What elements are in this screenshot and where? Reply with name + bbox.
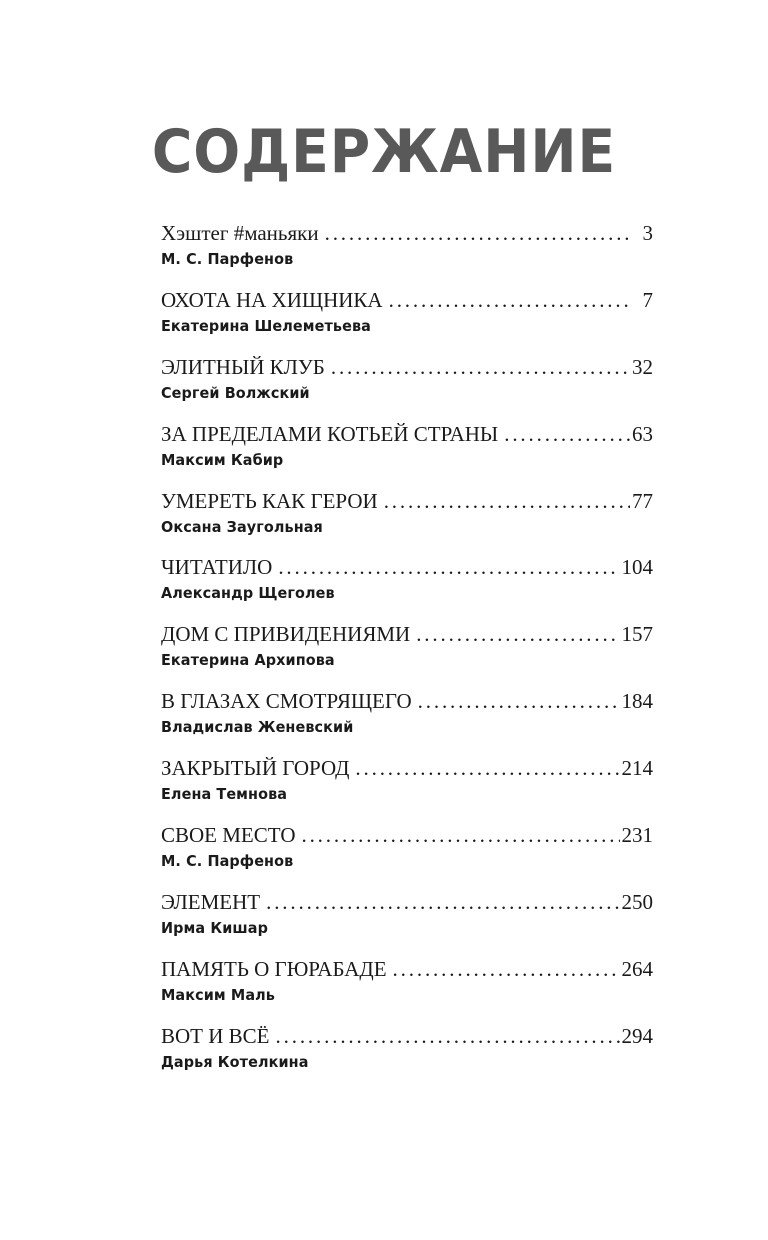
dot-leader (266, 887, 619, 917)
toc-entry-title: ПАМЯТЬ О ГЮРАБАДЕ (161, 956, 387, 981)
toc-page-number: 77 (632, 488, 653, 513)
toc-page-number: 231 (621, 823, 653, 848)
toc-entry-row (161, 619, 653, 649)
toc-entry (161, 887, 653, 954)
toc-entry-title: ОХОТА НА ХИЩНИКА (161, 287, 383, 312)
toc-page-number: 184 (621, 689, 653, 714)
toc-entry-author: Александр Щеголев (161, 584, 335, 603)
toc-entry-row (161, 486, 653, 516)
toc-entry-row (161, 686, 653, 716)
toc-entry-row (161, 419, 653, 449)
toc-entry (161, 619, 653, 686)
toc-entry-row (161, 285, 653, 315)
toc-entry (161, 753, 653, 820)
toc-page-number: 32 (632, 354, 653, 379)
toc-entry-row (161, 1021, 653, 1051)
toc-page-number: 3 (642, 221, 653, 245)
toc-entry-title: ЭЛИТНЫЙ КЛУБ (161, 354, 325, 379)
toc-entry-title: ЗАКРЫТЫЙ ГОРОД (161, 756, 350, 781)
toc-entry-author: Елена Темнова (161, 785, 288, 804)
dot-leader (504, 419, 630, 449)
toc-entry-row (161, 352, 653, 382)
toc-entry-row (161, 753, 653, 783)
toc-entry (161, 352, 653, 419)
toc-entry-author: Екатерина Архипова (161, 651, 335, 670)
toc-entry (161, 486, 653, 553)
toc-entry (161, 419, 653, 486)
dot-leader (331, 352, 630, 382)
dot-leader (418, 686, 620, 716)
toc-entry (161, 285, 653, 352)
toc-entry-title: ЭЛЕМЕНТ (161, 889, 261, 914)
dot-leader (389, 285, 633, 315)
toc-entry-title: СВОЕ МЕСТО (161, 823, 296, 848)
toc-page-number: 104 (621, 555, 653, 580)
toc-entry-row (161, 552, 653, 582)
toc-entry (161, 218, 653, 285)
toc-entry-author: Дарья Котелкина (161, 1052, 309, 1071)
toc-entry (161, 1021, 653, 1088)
table-of-contents (161, 218, 653, 1088)
toc-entry-row (161, 954, 653, 984)
toc-page-number: 264 (621, 956, 653, 981)
toc-entry-row (161, 887, 653, 917)
toc-entry-title: УМЕРЕТЬ КАК ГЕРОИ (161, 488, 378, 513)
toc-entry-author: Владислав Женевский (161, 718, 354, 737)
toc-entry (161, 686, 653, 753)
toc-entry-title: ДОМ С ПРИВИДЕНИЯМИ (161, 622, 411, 647)
page-title: СОДЕРЖАНИЕ (151, 117, 617, 187)
toc-entry-author: Ирма Кишар (161, 918, 269, 937)
toc-entry-author: Екатерина Шелеметьева (161, 316, 371, 335)
toc-page-number: 214 (621, 756, 653, 781)
dot-leader (301, 820, 619, 850)
toc-entry-author: Сергей Волжский (161, 383, 310, 402)
dot-leader (278, 552, 619, 582)
toc-entry-title: ЗА ПРЕДЕЛАМИ КОТЬЕЙ СТРАНЫ (161, 421, 499, 446)
toc-page-number: 250 (621, 889, 653, 914)
toc-entry-author: М. С. Парфенов (161, 852, 294, 871)
toc-entry-author: М. С. Парфенов (161, 250, 294, 268)
toc-entry-row (161, 820, 653, 850)
toc-page-number: 7 (642, 287, 653, 312)
toc-entry (161, 552, 653, 619)
dot-leader (416, 619, 619, 649)
toc-entry-author: Максим Кабир (161, 450, 284, 469)
toc-entry-title: ВОТ И ВСЁ (161, 1023, 270, 1048)
toc-entry-title: В ГЛАЗАХ СМОТРЯЩЕГО (161, 689, 412, 714)
toc-entry (161, 954, 653, 1021)
toc-entry-title: ЧИТАТИЛО (161, 555, 273, 580)
toc-entry-title: Хэштег #маньяки (161, 221, 319, 245)
toc-entry (161, 820, 653, 887)
toc-page-number: 63 (632, 421, 653, 446)
dot-leader (384, 486, 630, 516)
toc-page-number: 294 (621, 1023, 653, 1048)
dot-leader (393, 954, 620, 984)
toc-entry-author: Максим Маль (161, 985, 275, 1004)
dot-leader (325, 218, 633, 248)
toc-entry-row (161, 218, 653, 248)
toc-page-number: 157 (621, 622, 653, 647)
dot-leader (276, 1021, 620, 1051)
dot-leader (355, 753, 619, 783)
toc-entry-author: Оксана Заугольная (161, 517, 323, 536)
